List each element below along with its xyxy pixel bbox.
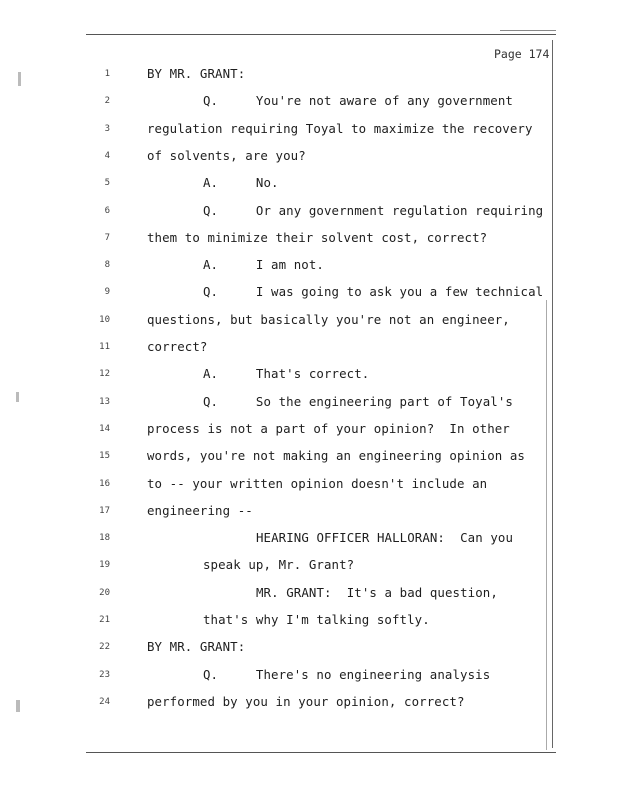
line-number: 23	[99, 669, 110, 680]
line-number: 6	[104, 205, 110, 216]
line-text: MR. GRANT: It's a bad question,	[256, 584, 498, 600]
transcript-line	[0, 257, 618, 275]
line-text: to -- your written opinion doesn't include an	[147, 475, 488, 491]
line-number: 20	[99, 587, 110, 598]
line-number: 24	[99, 696, 110, 707]
line-number: 19	[99, 560, 110, 571]
transcript-line	[0, 66, 618, 84]
line-text: correct?	[147, 339, 208, 354]
transcript-line	[0, 612, 618, 630]
top-rule	[86, 34, 556, 35]
line-number: 16	[99, 478, 110, 489]
line-text: questions, but basically you're not an engineer,	[147, 311, 510, 327]
transcript-line	[0, 284, 618, 302]
line-number: 2	[104, 96, 110, 107]
line-number: 14	[99, 423, 110, 434]
transcript-line	[0, 148, 618, 166]
transcript-line	[0, 175, 618, 193]
transcript-line	[0, 230, 618, 248]
line-number: 18	[99, 533, 110, 544]
transcript-line	[0, 667, 618, 685]
transcript-line	[0, 339, 618, 357]
line-number: 3	[104, 123, 110, 134]
transcript-line	[0, 312, 618, 330]
line-text: A. That's correct.	[203, 366, 370, 382]
transcript-line	[0, 448, 618, 466]
transcript-line	[0, 503, 618, 521]
line-text: that's why I'm talking softly.	[203, 612, 430, 627]
line-text: Q. I was going to ask you a few technical	[203, 284, 544, 300]
line-number: 7	[104, 232, 110, 243]
line-text: Q. You're not aware of any government	[203, 93, 513, 109]
transcript-line	[0, 93, 618, 111]
line-number: 22	[99, 642, 110, 653]
line-number: 9	[104, 287, 110, 298]
line-text: process is not a part of your opinion? In other	[147, 420, 510, 436]
line-number: 8	[104, 260, 110, 271]
line-number: 12	[99, 369, 110, 380]
transcript-line	[0, 203, 618, 221]
line-text: performed by you in your opinion, correct?	[147, 693, 465, 709]
line-number: 15	[99, 451, 110, 462]
line-number: 21	[99, 615, 110, 625]
line-number: 10	[99, 314, 110, 325]
transcript-line	[0, 476, 618, 494]
line-number: 1	[104, 69, 110, 79]
line-text: Q. Or any government regulation requiring	[203, 202, 544, 218]
line-text: engineering --	[147, 502, 253, 518]
transcript-line	[0, 530, 618, 548]
transcript-line	[0, 557, 618, 575]
line-number: 17	[99, 505, 110, 516]
line-text: A. I am not.	[203, 257, 324, 273]
page-number: Page 174	[494, 47, 550, 61]
line-text: of solvents, are you?	[147, 147, 306, 163]
line-number: 13	[99, 396, 110, 407]
transcript-line	[0, 639, 618, 657]
transcript-line	[0, 694, 618, 712]
line-text: them to minimize their solvent cost, correct?	[147, 229, 488, 245]
line-text: Q. So the engineering part of Toyal's	[203, 393, 513, 409]
line-text: HEARING OFFICER HALLORAN: Can you	[256, 530, 514, 546]
transcript-line	[0, 394, 618, 412]
transcript-line	[0, 585, 618, 603]
line-number: 4	[104, 150, 110, 161]
line-text: Q. There's no engineering analysis	[203, 666, 491, 682]
top-rule-short	[500, 30, 556, 31]
transcript-line	[0, 421, 618, 439]
line-number: 5	[104, 178, 110, 189]
transcript-line	[0, 366, 618, 384]
line-text: regulation requiring Toyal to maximize the recovery	[147, 120, 533, 136]
line-text: BY MR. GRANT:	[147, 66, 246, 81]
line-number: 11	[99, 342, 110, 352]
line-text: BY MR. GRANT:	[147, 639, 246, 655]
transcript-line	[0, 121, 618, 139]
line-text: speak up, Mr. Grant?	[203, 557, 355, 573]
line-text: words, you're not making an engineering opinion as	[147, 448, 525, 464]
bottom-rule	[86, 752, 556, 753]
line-text: A. No.	[203, 175, 279, 191]
